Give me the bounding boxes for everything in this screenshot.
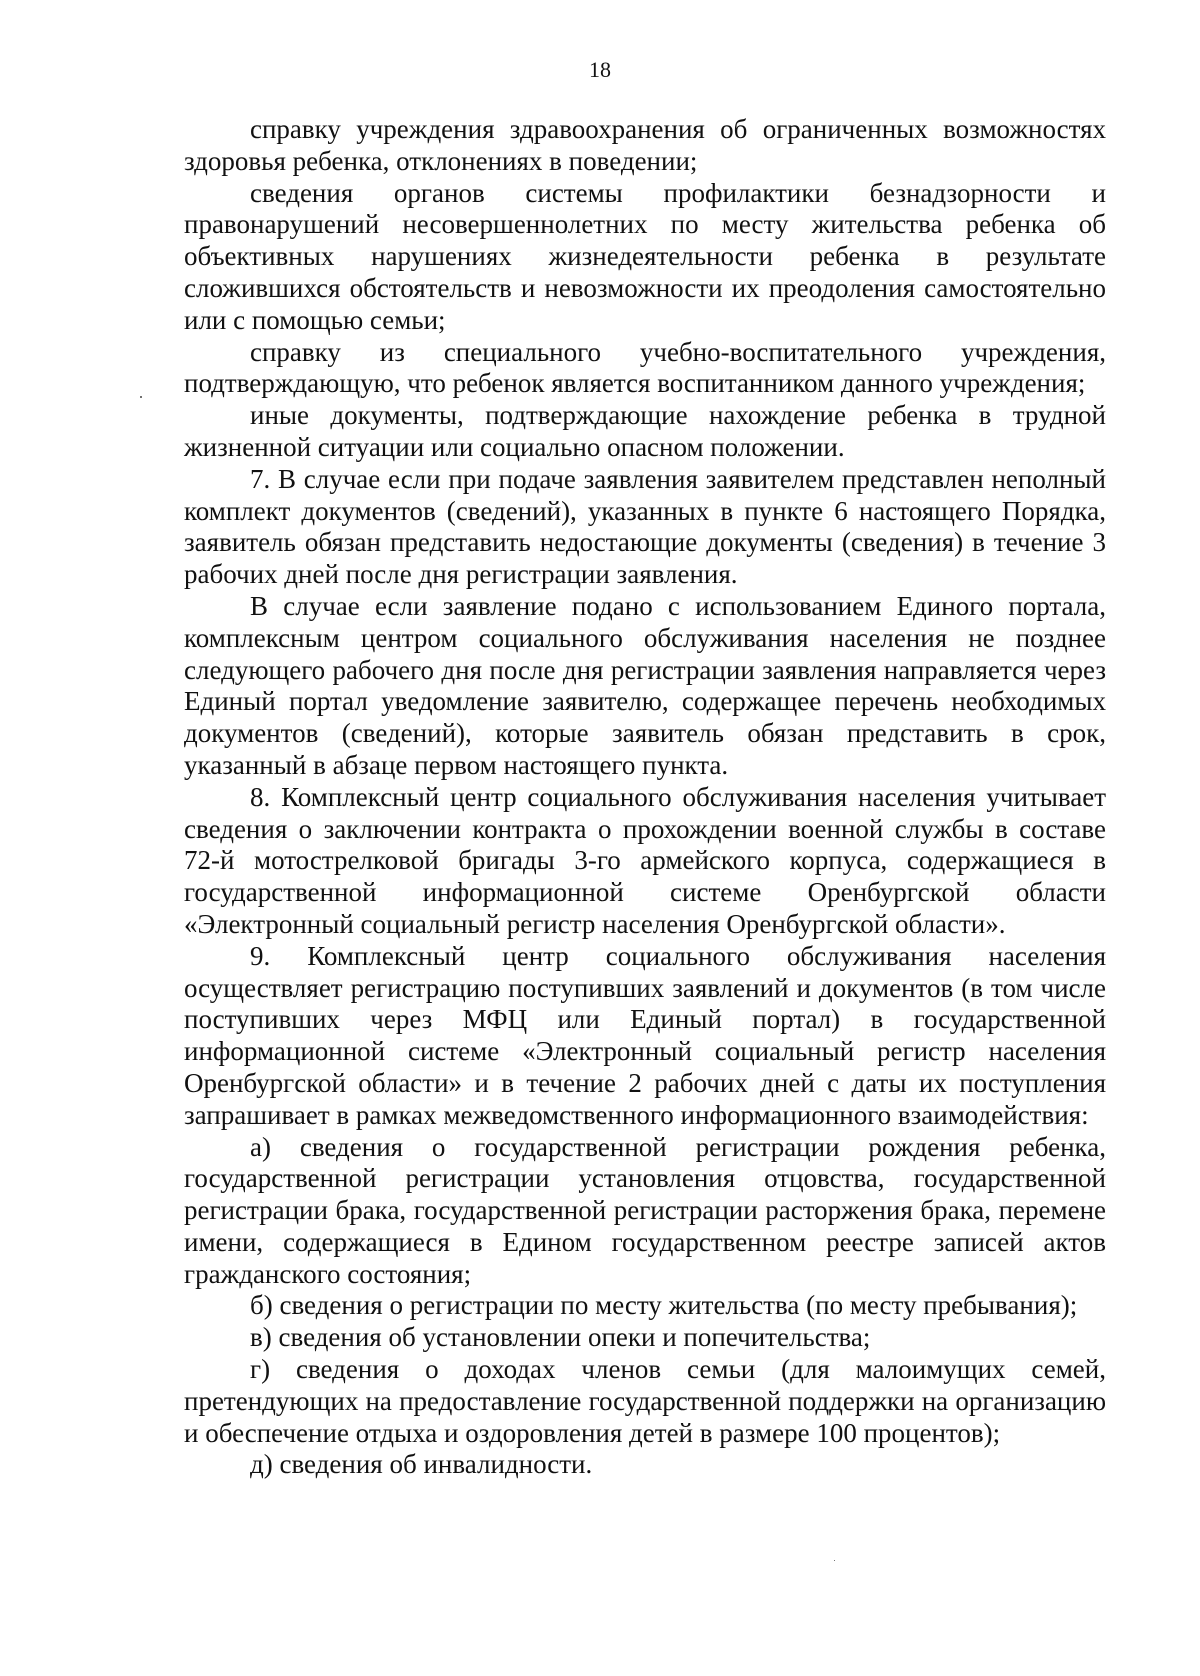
paragraph-special-institution-certificate: справку из специального учебно-воспитательного учреждения, подтверждающую, что ребенок является воспитанником данного учреждения; bbox=[184, 336, 1106, 399]
paragraph-item-7: 7. В случае если при подаче заявления заявителем представлен неполный комплект документов (сведений), указанных в пункте 6 настоящего Порядка, заявитель обязан представить недостающие документы (сведения) в течение 3 рабочих дней после дня регистрации заявления. bbox=[184, 463, 1106, 590]
paragraph-item-9-d: д) сведения об инвалидности. bbox=[250, 1449, 593, 1480]
paragraph-medical-certificate: справку учреждения здравоохранения об ограниченных возможностях здоровья ребенка, отклонениях в поведении; bbox=[184, 114, 1106, 176]
paragraph-prevention-bodies-info: сведения органов системы профилактики безнадзорности и правонарушений несовершеннолетних по месту жительства ребенка об объективных нарушениях жизнедеятельности ребенка в результате сложившихся обстоятельств и невозможности их преодоления самостоятельно или с помощью семьи; bbox=[184, 177, 1106, 335]
paragraph-item-9-b: б) сведения о регистрации по месту жительства (по месту пребывания); bbox=[250, 1290, 1078, 1321]
paragraph-item-8: 8. Комплексный центр социального обслуживания населения учитывает сведения о заключении контракта о прохождении военной службы в составе 72-й мотострелковой бригады 3-го армейского корпуса, содержащиеся в государственной информационной системе Оренбургской области «Электронный социальный регистр населения Оренбургской области». bbox=[184, 781, 1106, 939]
paragraph-other-documents: иные документы, подтверждающие нахождение ребенка в трудной жизненной ситуации или социально опасном положении. bbox=[184, 400, 1106, 462]
paragraph-item-9-v: в) сведения об установлении опеки и попечительства; bbox=[250, 1322, 871, 1353]
scan-speck bbox=[834, 1560, 835, 1561]
document-body bbox=[184, 114, 1106, 1481]
paragraph-item-9-a: а) сведения о государственной регистрации рождения ребенка, государственной регистрации установления отцовства, государственной регистрации брака, государственной регистрации расторжения брака, перемене имени, содержащиеся в Едином государственном реестре записей актов гражданского состояния; bbox=[184, 1131, 1106, 1289]
page-number: 18 bbox=[589, 57, 611, 82]
paragraph-item-9: 9. Комплексный центр социального обслуживания населения осуществляет регистрацию поступивших заявлений и документов (в том числе поступивших через МФЦ или Единый портал) в государственной информационной системе «Электронный социальный регистр населения Оренбургской области» и в течение 2 рабочих дней с даты их поступления запрашивает в рамках межведомственного информационного взаимодействия: bbox=[184, 940, 1106, 1130]
paragraph-item-9-g: г) сведения о доходах членов семьи (для малоимущих семей, претендующих на предоставление государственной поддержки на организацию и обеспечение отдыха и оздоровления детей в размере 100 процентов); bbox=[184, 1354, 1106, 1448]
scan-speck bbox=[140, 396, 142, 398]
paragraph-item-7-portal: В случае если заявление подано с использованием Единого портала, комплексным центром социального обслуживания населения не позднее следующего рабочего дня после дня регистрации заявления направляется через Единый портал уведомление заявителю, содержащее перечень необходимых документов (сведений), которые заявитель обязан представить в срок, указанный в абзаце первом настоящего пункта. bbox=[184, 590, 1106, 780]
